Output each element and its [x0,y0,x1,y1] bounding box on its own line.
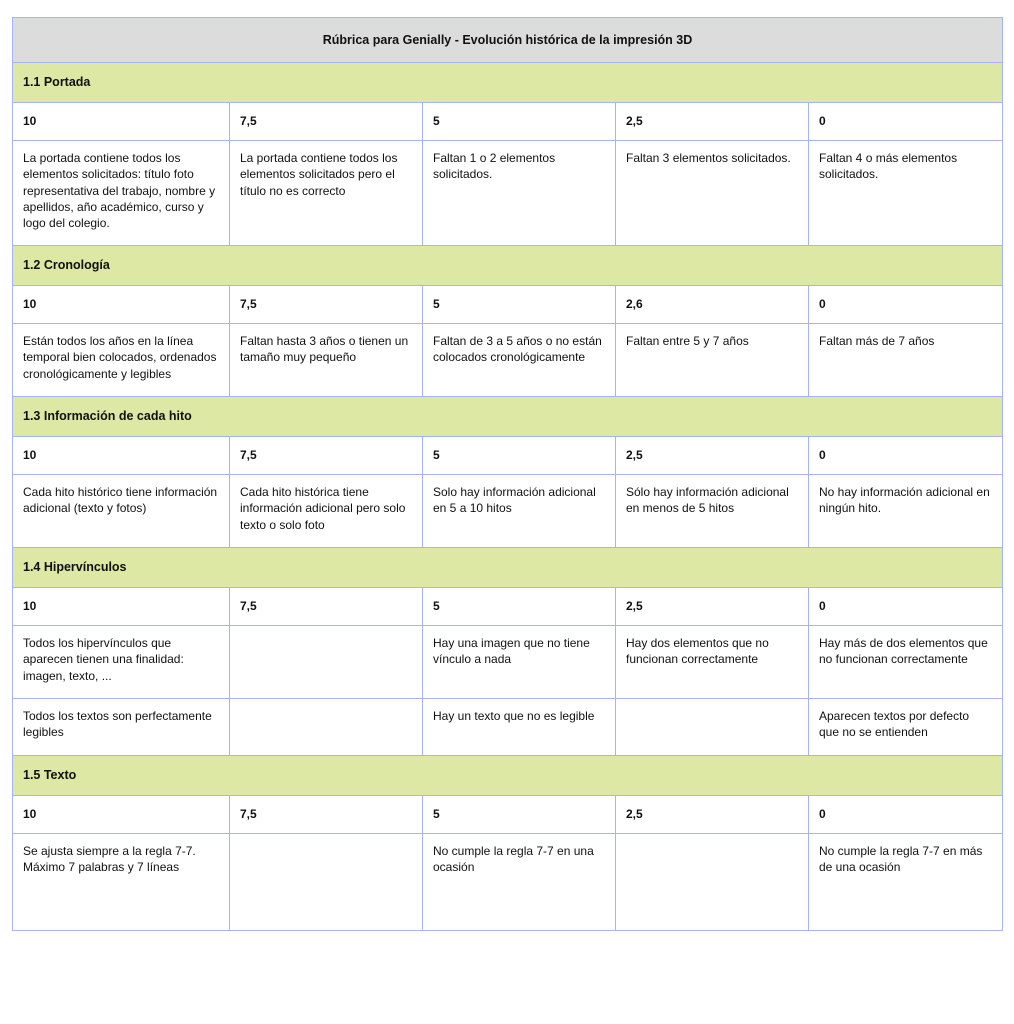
criteria-cell [230,834,423,931]
criteria-cell [13,141,230,246]
criteria-text [240,699,412,708]
criteria-row [13,834,1003,931]
score-value: 7,5 [240,114,257,128]
section-header-row [13,397,1003,437]
section-heading-text: 1.3 Información de cada hito [23,409,192,423]
criteria-cell [616,324,809,397]
score-value: 0 [819,114,826,128]
criteria-text: Faltan hasta 3 años o tienen un tamaño muy pequeño [240,334,409,365]
criteria-text: Faltan entre 5 y 7 años [626,334,749,348]
criteria-text [240,834,412,843]
criteria-cell [423,475,616,548]
score-cell [13,588,230,626]
criteria-text: Hay una imagen que no tiene vínculo a nada [433,636,590,667]
score-value: 10 [23,448,37,462]
score-value: 2,5 [626,448,643,462]
criteria-text: Faltan 1 o 2 elementos solicitados. [433,151,556,182]
criteria-row [13,626,1003,699]
score-value: 10 [23,599,37,613]
criteria-text: No hay información adicional en ningún hito. [819,485,990,516]
criteria-row [13,699,1003,756]
section-header-row [13,548,1003,588]
criteria-cell [423,141,616,246]
score-value: 7,5 [240,807,257,821]
criteria-cell [616,475,809,548]
score-cell [230,796,423,834]
score-value: 10 [23,114,37,128]
criteria-text: Hay un texto que no es legible [433,709,595,723]
section-header-row [13,246,1003,286]
score-cell [230,588,423,626]
score-cell [13,437,230,475]
criteria-text: Faltan 4 o más elementos solicitados. [819,151,958,182]
criteria-cell [423,699,616,756]
criteria-cell [230,141,423,246]
criteria-text: Cada hito histórico tiene información adicional (texto y fotos) [23,485,218,516]
score-cell [230,286,423,324]
section-heading-text: 1.4 Hipervínculos [23,560,127,574]
score-cell [616,286,809,324]
score-row [13,103,1003,141]
score-value: 2,5 [626,599,643,613]
score-value: 5 [433,807,440,821]
score-cell [809,103,1003,141]
criteria-cell [809,475,1003,548]
criteria-cell [230,699,423,756]
score-value: 5 [433,448,440,462]
criteria-cell [423,324,616,397]
score-row [13,286,1003,324]
score-cell [423,103,616,141]
criteria-text: Se ajusta siempre a la regla 7-7. Máximo 7 palabras y 7 líneas [23,844,196,875]
score-value: 10 [23,807,37,821]
criteria-cell [13,626,230,699]
criteria-row [13,475,1003,548]
section-heading [13,548,1003,588]
rubric-title: Rúbrica para Genially - Evolución histórica de la impresión 3D [13,18,1003,63]
score-value: 5 [433,297,440,311]
score-cell [230,103,423,141]
criteria-cell [13,324,230,397]
criteria-cell [809,626,1003,699]
criteria-cell [616,699,809,756]
score-value: 7,5 [240,297,257,311]
score-row [13,796,1003,834]
score-value: 5 [433,114,440,128]
score-value: 2,5 [626,807,643,821]
score-cell [423,796,616,834]
score-value: 2,5 [626,114,643,128]
criteria-cell [230,626,423,699]
criteria-cell [809,141,1003,246]
score-cell [616,796,809,834]
criteria-cell [616,626,809,699]
criteria-cell [13,475,230,548]
score-cell [13,286,230,324]
score-cell [809,796,1003,834]
section-heading [13,397,1003,437]
criteria-cell [423,626,616,699]
score-value: 0 [819,297,826,311]
criteria-cell [230,324,423,397]
criteria-text: Todos los textos son perfectamente legibles [23,709,212,740]
score-cell [423,588,616,626]
criteria-text: Cada hito histórica tiene información adicional pero solo texto o solo foto [240,485,406,532]
criteria-cell [230,475,423,548]
criteria-text: No cumple la regla 7-7 en una ocasión [433,844,594,875]
section-header-row [13,63,1003,103]
rubric-table [12,17,1003,931]
score-cell [809,437,1003,475]
section-heading-text: 1.1 Portada [23,75,91,89]
criteria-row [13,141,1003,246]
criteria-text: Hay más de dos elementos que no funcionan correctamente [819,636,988,667]
score-value: 5 [433,599,440,613]
criteria-text: Faltan de 3 a 5 años o no están colocados cronológicamente [433,334,602,365]
criteria-text: Todos los hipervínculos que aparecen tienen una finalidad: imagen, texto, ... [23,636,184,683]
score-cell [616,437,809,475]
score-cell [423,286,616,324]
score-row [13,437,1003,475]
criteria-cell [423,834,616,931]
score-value: 0 [819,448,826,462]
score-cell [616,103,809,141]
criteria-text: Están todos los años en la línea temporal bien colocados, ordenados cronológicamente y legibles [23,334,217,381]
criteria-cell [809,324,1003,397]
criteria-cell [616,141,809,246]
criteria-text: Hay dos elementos que no funcionan correctamente [626,636,769,667]
criteria-text: La portada contiene todos los elementos solicitados: título foto representativa del trabajo, nombre y apellidos, año académico, curso y logo del colegio. [23,151,216,231]
score-cell [423,437,616,475]
criteria-text [240,626,412,635]
score-value: 7,5 [240,448,257,462]
score-cell [616,588,809,626]
criteria-cell [13,699,230,756]
section-header-row [13,756,1003,796]
criteria-cell [809,834,1003,931]
criteria-cell [809,699,1003,756]
criteria-text: La portada contiene todos los elementos solicitados pero el título no es correcto [240,151,398,198]
section-heading [13,63,1003,103]
criteria-text [626,699,798,708]
score-value: 7,5 [240,599,257,613]
criteria-text: Aparecen textos por defecto que no se entienden [819,709,970,740]
criteria-text: Faltan 3 elementos solicitados. [626,151,791,165]
criteria-cell [616,834,809,931]
title-row [13,18,1003,63]
criteria-text: Sólo hay información adicional en menos de 5 hitos [626,485,789,516]
criteria-text: Faltan más de 7 años [819,334,935,348]
score-value: 2,6 [626,297,643,311]
criteria-row [13,324,1003,397]
score-value: 0 [819,599,826,613]
criteria-cell [13,834,230,931]
criteria-text: Solo hay información adicional en 5 a 10 hitos [433,485,596,516]
score-cell [13,103,230,141]
score-cell [13,796,230,834]
section-heading [13,756,1003,796]
section-heading-text: 1.5 Texto [23,768,77,782]
section-heading [13,246,1003,286]
criteria-text: No cumple la regla 7-7 en más de una ocasión [819,844,983,875]
score-cell [809,286,1003,324]
score-cell [230,437,423,475]
score-row [13,588,1003,626]
criteria-text [626,834,798,843]
score-value: 0 [819,807,826,821]
score-value: 10 [23,297,37,311]
score-cell [809,588,1003,626]
section-heading-text: 1.2 Cronología [23,258,110,272]
